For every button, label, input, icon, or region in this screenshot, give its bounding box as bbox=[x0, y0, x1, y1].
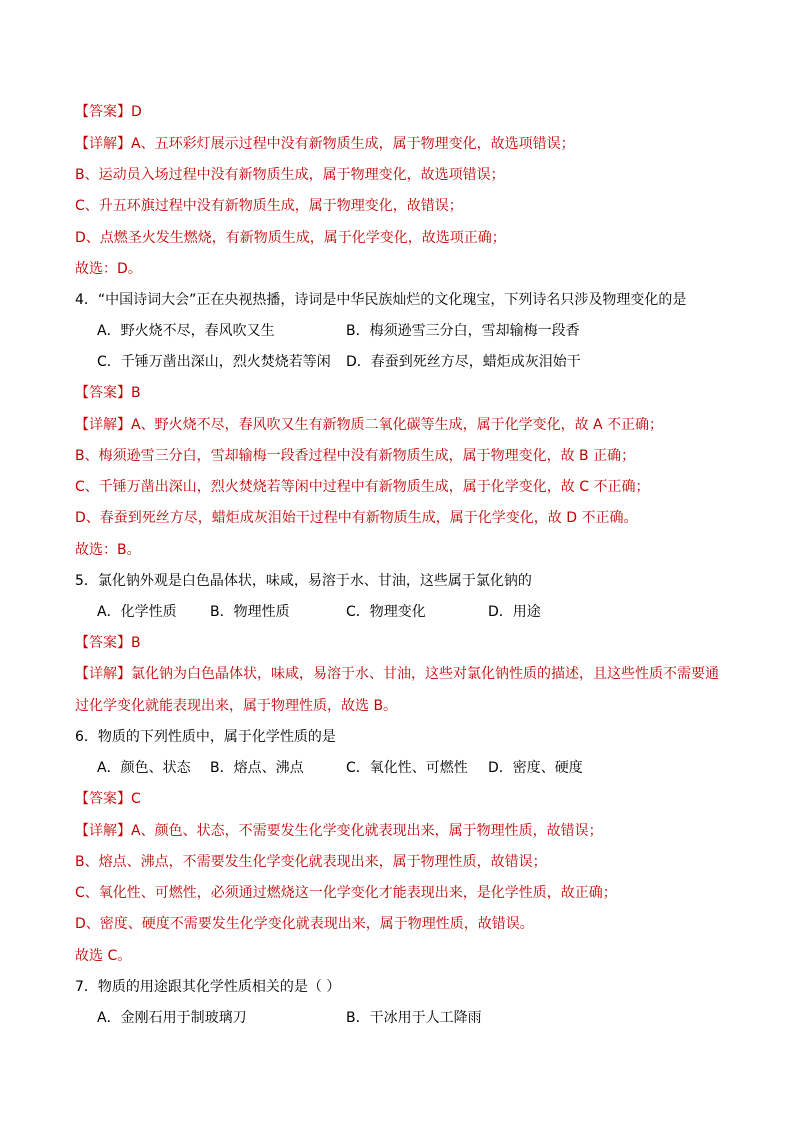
q4-detail-line: D、春蚕到死丝方尽，蜡炬成灰泪始干过程中有新物质生成，属于化学变化，故 D 不正确。 bbox=[75, 510, 638, 526]
q3-detail-line: C、升五环旗过程中没有新物质生成，属于物理变化，故错误； bbox=[75, 198, 463, 214]
q4-detail-line: C、千锤万凿出深山，烈火焚烧若等闲中过程中有新物质生成，属于化学变化，故 C 不正确； bbox=[75, 479, 650, 495]
detail-tag: 【详解】 bbox=[75, 666, 131, 682]
q4-option-d: D．春蚕到死丝方尽，蜡炬成灰泪始干 bbox=[346, 354, 581, 370]
detail-tag: 【详解】 bbox=[75, 136, 131, 152]
q3-detail-line: D、点燃圣火发生燃烧，有新物质生成，属于化学变化，故选项正确； bbox=[75, 230, 506, 246]
q7-option-b: B．干冰用于人工降雨 bbox=[346, 1010, 482, 1026]
q5-option-a: A．化学性质 bbox=[97, 604, 177, 620]
detail-text: 氯化钠为白色晶体状，味咸，易溶于水、甘油，这些对氯化钠性质的描述，且这些性质不需要通 bbox=[131, 666, 719, 682]
q3-detail-line bbox=[75, 134, 575, 154]
detail-tag: 【详解】 bbox=[75, 823, 131, 839]
q5-detail-line bbox=[75, 664, 719, 684]
q6-option-a: A．颜色、状态 bbox=[97, 760, 191, 776]
q4-answer bbox=[75, 383, 141, 403]
q7-option-a: A．金刚石用于制玻璃刀 bbox=[97, 1010, 247, 1026]
answer-letter: D bbox=[131, 104, 142, 120]
q5-option-b: B．物理性质 bbox=[210, 604, 290, 620]
q4-question: 4．“中国诗词大会”正在央视热播，诗词是中华民族灿烂的文化瑰宝，下列诗名只涉及物理变化的是 bbox=[75, 292, 687, 308]
q5-question: 5．氯化钠外观是白色晶体状，味咸，易溶于水、甘油，这些属于氯化钠的 bbox=[75, 573, 532, 589]
q4-option-c: C．千锤万凿出深山，烈火焚烧若等闲 bbox=[97, 354, 331, 370]
q6-answer bbox=[75, 789, 141, 809]
q4-detail-line bbox=[75, 415, 663, 435]
q3-detail-line: B、运动员入场过程中没有新物质生成，属于物理变化，故选项错误； bbox=[75, 167, 505, 183]
q6-detail-line: C、氧化性、可燃性，必须通过燃烧这一化学变化才能表现出来，是化学性质，故正确； bbox=[75, 885, 617, 901]
q6-option-d: D．密度、硬度 bbox=[488, 760, 583, 776]
q6-conclusion: 故选 C。 bbox=[75, 948, 132, 964]
q4-conclusion: 故选：B。 bbox=[75, 542, 141, 558]
q5-option-c: C．物理变化 bbox=[346, 604, 426, 620]
q7-question: 7．物质的用途跟其化学性质相关的是（ ） bbox=[75, 979, 341, 995]
answer-tag: 【答案】 bbox=[75, 104, 131, 120]
q4-option-a: A．野火烧不尽，春风吹又生 bbox=[97, 323, 275, 339]
detail-text: A、野火烧不尽，春风吹又生有新物质二氧化碳等生成，属于化学变化，故 A 不正确； bbox=[131, 417, 664, 433]
q4-option-b: B．梅须逊雪三分白，雪却输梅一段香 bbox=[346, 323, 580, 339]
q5-detail-line: 过化学变化就能表现出来，属于物理性质，故选 B。 bbox=[75, 698, 398, 714]
q6-detail-line: B、熔点、沸点，不需要发生化学变化就表现出来，属于物理性质，故错误； bbox=[75, 854, 547, 870]
q4-detail-line: B、梅须逊雪三分白，雪却输梅一段香过程中没有新物质生成，属于物理变化，故 B 正确； bbox=[75, 448, 636, 464]
q5-answer bbox=[75, 633, 141, 653]
q6-detail-line: D、密度、硬度不需要发生化学变化就表现出来，属于物理性质，故错误。 bbox=[75, 916, 534, 932]
q6-option-c: C．氧化性、可燃性 bbox=[346, 760, 468, 776]
answer-tag: 【答案】 bbox=[75, 635, 131, 651]
answer-tag: 【答案】 bbox=[75, 791, 131, 807]
answer-tag: 【答案】 bbox=[75, 385, 131, 401]
detail-text: A、颜色、状态，不需要发生化学变化就表现出来，属于物理性质，故错误； bbox=[131, 823, 603, 839]
q6-question: 6．物质的下列性质中，属于化学性质的是 bbox=[75, 729, 336, 745]
q6-option-b: B．熔点、沸点 bbox=[210, 760, 304, 776]
q6-detail-line bbox=[75, 821, 603, 841]
q3-conclusion: 故选：D。 bbox=[75, 261, 142, 277]
answer-letter: B bbox=[131, 385, 141, 401]
answer-letter: C bbox=[131, 791, 141, 807]
detail-text: A、五环彩灯展示过程中没有新物质生成，属于物理变化，故选项错误； bbox=[131, 136, 575, 152]
q5-option-d: D．用途 bbox=[488, 604, 541, 620]
detail-tag: 【详解】 bbox=[75, 417, 131, 433]
answer-letter: B bbox=[131, 635, 141, 651]
q3-answer bbox=[75, 102, 142, 122]
